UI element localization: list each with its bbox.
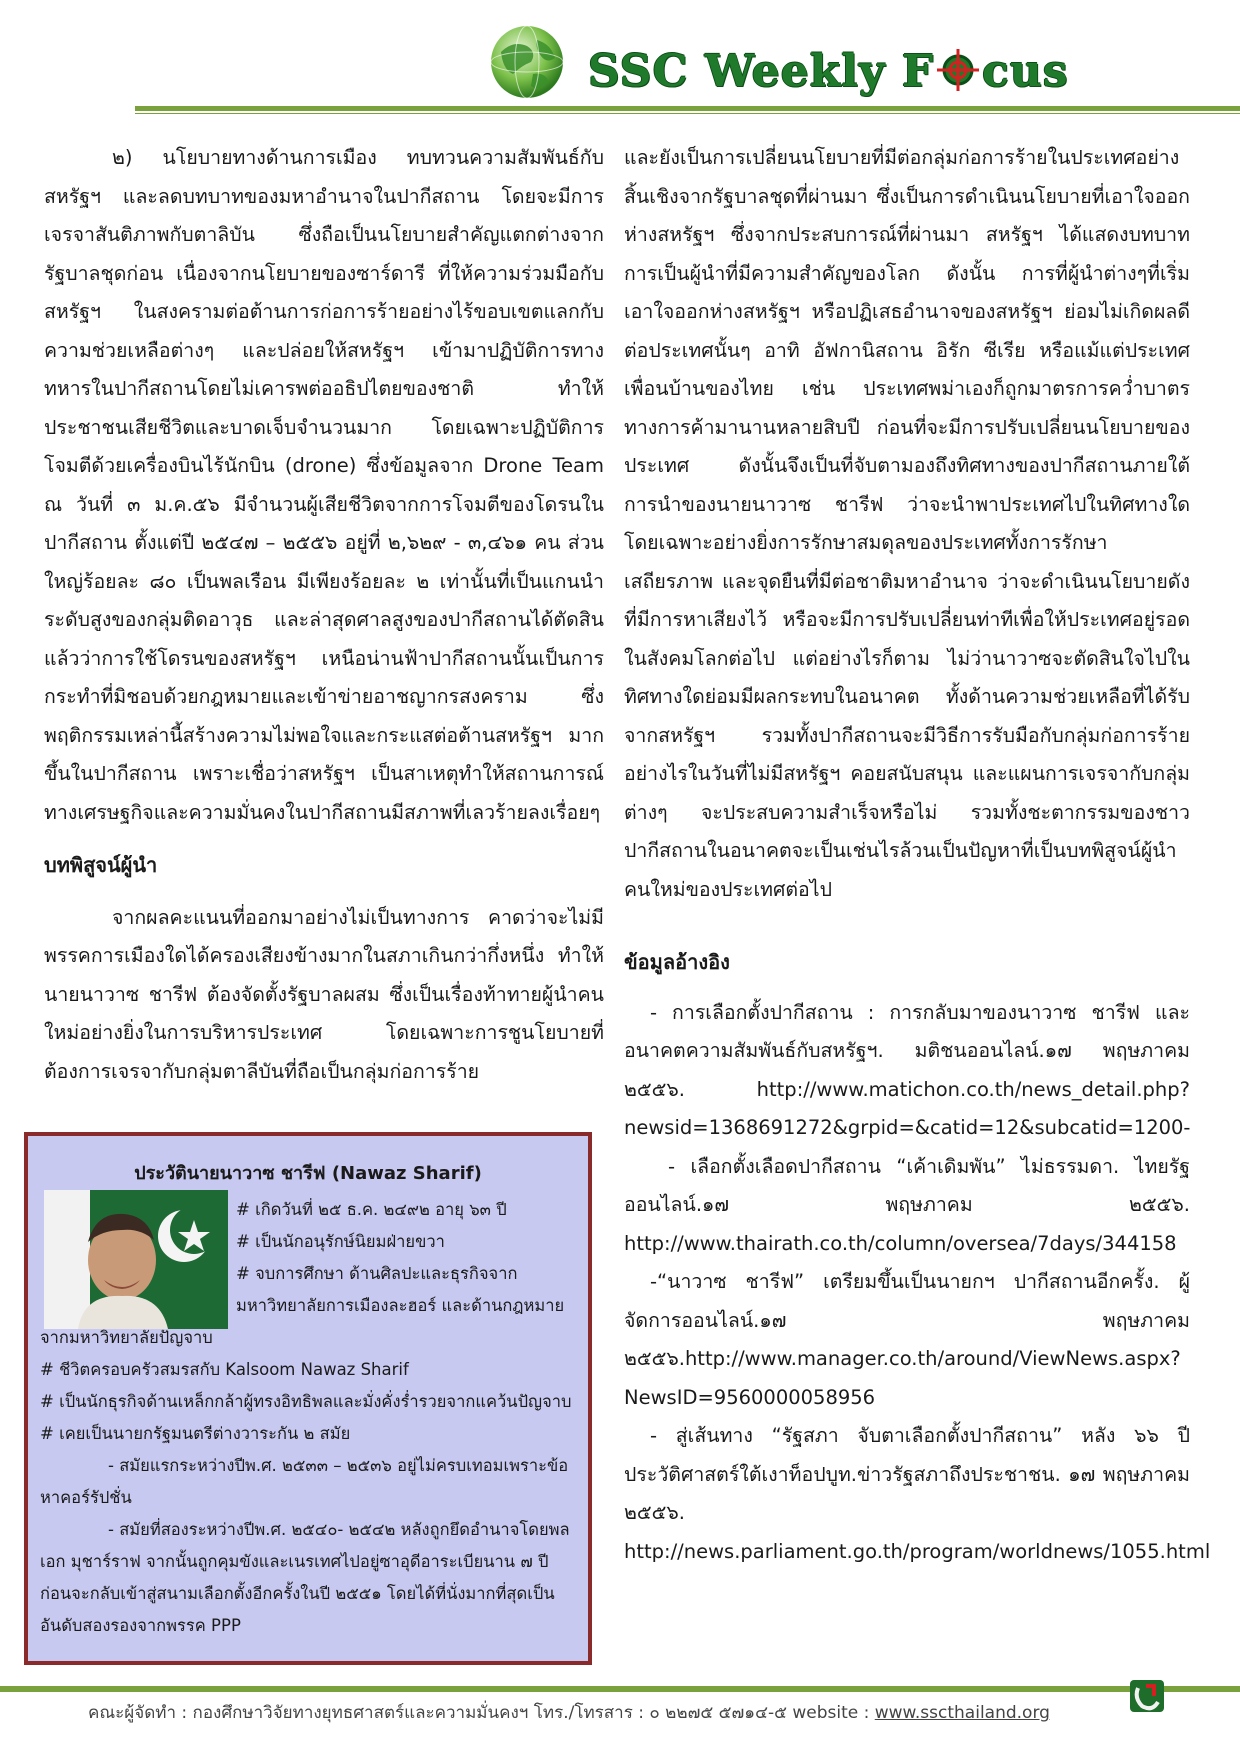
leader-test-heading: บทพิสูจน์ผู้นำ [44,853,158,877]
left-column [44,139,604,1091]
bio-item-term2: - สมัยที่สองระหว่างปีพ.ศ. ๒๕๔๐- ๒๕๔๒ หลังถูกยึดอำนาจโดยพลเอก มุชาร์ราฟ จากนั้นถูกคุมขังและเนรเทศไปอยู่ซาอุดีอาระเบียนาน ๗ ปี ก่อนจะกลับเข้าสู่สนามเลือกตั้งอีกครั้งในปี ๒๕๕๑ โดยได้ที่นั่งมากที่สุดเป็นอันดับสองรองจากพรรค PPP [40,1520,570,1635]
footer-text: คณะผู้จัดทำ : กองศึกษาวิจัยทางยุทธศาสตร์และความมั่นคงฯ โทร./โทรสาร : ๐ ๒๒๗๕ ๕๗๑๔-๕ website : [88,1703,875,1723]
brand-title-part1: SSC Weekly F [588,46,935,97]
biography-box [24,1132,592,1665]
reference-item: -“นาวาซ ชารีฟ” เตรียมขึ้นเป็นนายกฯ ปากีสถานอีกครั้ง. ผู้จัดการออนไลน์.๑๗ พฤษภาคม ๒๕๕๖.http://www.manager.co.th/around/ViewNews.aspx?NewsID=9560000058956 [624,1270,1190,1409]
bio-item-business: # เป็นนักธุรกิจด้านเหล็กกล้าผู้ทรงอิทธิพลและมั่งคั่งร่ำรวยจากแคว้นปัญจาบ [40,1392,572,1411]
crosshair-target-icon [936,48,980,92]
brand-title-part2: cus [982,46,1069,97]
biography-list-top [236,1194,586,1322]
bio-item-education: # จบการศึกษา ด้านศิลปะและธุรกิจจาก [236,1264,518,1283]
reference-item: - เลือกตั้งเลือดปากีสถาน “เค้าเดิมพัน” ไม่ธรรมดา. ไทยรัฐออนไลน์.๑๗ พฤษภาคม ๒๕๕๖. http://www.thairath.co.th/column/oversea/7days/344158 [624,1154,1190,1255]
footer-rule [0,1686,1240,1692]
bio-item-term1: - สมัยแรกระหว่างปีพ.ศ. ๒๕๓๓ – ๒๕๓๖ อยู่ไม่ครบเทอมเพราะข้อหาคอร์รัปชั่น [40,1456,569,1507]
nawaz-sharif-photo [44,1190,228,1329]
bio-item-birth: # เกิดวันที่ ๒๕ ธ.ค. ๒๔๙๒ อายุ ๖๓ ปี [236,1200,507,1219]
globe-logo-icon [487,22,567,102]
reference-item: - สู่เส้นทาง “รัฐสภา จับตาเลือกตั้งปากีสถาน” หลัง ๖๖ ปี ประวัติศาสตร์ใต้เงาท็อปบูท.ข่าวรัฐสภาถึงประชาชน. ๑๗ พฤษภาคม ๒๕๕๖. http://news.parliament.go.th/program/worldnews/1055.html [624,1424,1211,1563]
continuation-paragraph: และยังเป็นการเปลี่ยนนโยบายที่มีต่อกลุ่มก่อการร้ายในประเทศอย่างสิ้นเชิงจากรัฐบาลชุดที่ผ่านมา ซึ่งเป็นการดำเนินนโยบายที่เอาใจออกห่างสหรัฐฯ ซึ่งจากประสบการณ์ที่ผ่านมา สหรัฐฯ ได้แสดงบทบาทการเป็นผู้นำที่มีความสำคัญของโลก ดังนั้น การที่ผู้นำต่างๆที่เริ่มเอาใจออกห่างสหรัฐฯ หรือปฏิเสธอำนาจของสหรัฐฯ ย่อมไม่เกิดผลดีต่อประเทศนั้นๆ อาทิ อัฟกานิสถาน อิรัก ซีเรีย หรือแม้แต่ประเทศเพื่อนบ้านของไทย เช่น ประเทศพม่าเองก็ถูกมาตรการคว่ำบาตรทางการค้ามานานหลายสิบปี ก่อนที่จะมีการปรับเปลี่ยนนโยบายของประเทศ ดังนั้นจึงเป็นที่จับตามองถึงทิศทางของปากีสถานภายใต้การนำของนายนาวาซ ชารีฟ ว่าจะนำพาประเทศไปในทิศทางใด โดยเฉพาะอย่างยิ่งการรักษาสมดุลของประเทศทั้งการรักษาเสถียรภาพ และจุดยืนที่มีต่อชาติมหาอำนาจ ว่าจะดำเนินนโยบายดังที่มีการหาเสียงไว้ หรือจะมีการปรับเปลี่ยนท่าทีเพื่อให้ประเทศอยู่รอดในสังคมโลกต่อไป แต่อย่างไรก็ตาม ไม่ว่านาวาซจะตัดสินใจไปในทิศทางใดย่อมมีผลกระทบในอนาคต ทั้งด้านความช่วยเหลือที่ได้รับจากสหรัฐฯ รวมทั้งปากีสถานจะมีวิธีการรับมือกับกลุ่มก่อการร้ายอย่างไรในวันที่ไม่มีสหรัฐฯ คอยสนับสนุน และแผนการเจรจากับกลุ่มต่างๆ จะประสบความสำเร็จหรือไม่ รวมทั้งชะตากรรมของชาวปากีสถานในอนาคตจะเป็นเช่นไรล้วนเป็นปัญหาที่เป็นบทพิสูจน์ผู้นำคนใหม่ของประเทศต่อไป [624,146,1190,901]
website-link[interactable]: www.sscthailand.org [874,1703,1050,1723]
header-rule-thin [135,113,1240,114]
references-heading: ข้อมูลอ้างอิง [624,950,730,974]
biography-list-bottom [40,1322,584,1642]
page-header [0,0,1240,120]
bio-item-terms: # เคยเป็นนายกรัฐมนตรีต่างวาระกัน ๒ สมัย [40,1424,351,1443]
policy-paragraph: ๒) นโยบายทางด้านการเมือง ทบทวนความสัมพันธ์กับสหรัฐฯ และลดบทบาทของมหาอำนาจในปากีสถาน โดยจะมีการเจรจาสันติภาพกับตาลิบัน ซึ่งถือเป็นนโยบายสำคัญแตกต่างจากรัฐบาลชุดก่อน เนื่องจากนโยบายของซาร์ดารี ที่ให้ความร่วมมือกับสหรัฐฯ ในสงครามต่อต้านการก่อการร้ายอย่างไร้ขอบเขตแลกกับความช่วยเหลือต่างๆ และปล่อยให้สหรัฐฯ เข้ามาปฏิบัติการทางทหารในปากีสถานโดยไม่เคารพต่ออธิปไตยของชาติ ทำให้ประชาชนเสียชีวิตและบาดเจ็บจำนวนมาก โดยเฉพาะปฏิบัติการโจมตีด้วยเครื่องบินไร้นักบิน (drone) ซึ่งข้อมูลจาก Drone Team ณ วันที่ ๓ ม.ค.๕๖ มีจำนวนผู้เสียชีวิตจากการโจมตีของโดรนในปากีสถาน ตั้งแต่ปี ๒๕๔๗ – ๒๕๕๖ อยู่ที่ ๒,๖๒๙ - ๓,๔๖๑ คน ส่วนใหญ่ร้อยละ ๘๐ เป็นพลเรือน มีเพียงร้อยละ ๒ เท่านั้นที่เป็นแกนนำระดับสูงของกลุ่มติดอาวุธ และล่าสุดศาลสูงของปากีสถานได้ตัดสินแล้วว่าการใช้โดรนของสหรัฐฯ เหนือน่านฟ้าปากีสถานนั้นเป็นการกระทำที่มิชอบด้วยกฎหมายและเข้าข่ายอาชญากรสงคราม ซึ่งพฤติกรรมเหล่านี้สร้างความไม่พอใจและกระแสต่อต้านสหรัฐฯ มากขึ้นในปากีสถาน เพราะเชื่อว่าสหรัฐฯ เป็นสาเหตุทำให้สถานการณ์ทางเศรษฐกิจและความมั่นคงในปากีสถานมีสภาพที่เลวร้ายลงเรื่อยๆ [44,146,604,824]
bio-item-family: # ชีวิตครอบครัวสมรสกับ Kalsoom Nawaz Sharif [40,1360,409,1379]
right-column [624,139,1211,1571]
leader-test-paragraph: จากผลคะแนนที่ออกมาอย่างไม่เป็นทางการ คาดว่าจะไม่มีพรรคการเมืองใดได้ครองเสียงข้างมากในสภาเกินกว่ากึ่งหนึ่ง ทำให้นายนาวาซ ชารีฟ ต้องจัดตั้งรัฐบาลผสม ซึ่งเป็นเรื่องท้าทายผู้นำคนใหม่อย่างยิ่งในการบริหารประเทศ โดยเฉพาะการชูนโยบายที่ต้องการเจรจากับกลุ่มตาลีบันที่ถือเป็นกลุ่มก่อการร้าย [44,905,604,1083]
header-rule [135,106,1240,111]
ssc-emblem-icon [1128,1676,1168,1716]
bio-item-ideology: # เป็นนักอนุรักษ์นิยมฝ่ายขวา [236,1232,445,1251]
reference-item: - การเลือกตั้งปากีสถาน : การกลับมาของนาวาซ ชารีฟ และอนาคตความสัมพันธ์กับสหรัฐฯ. มติชนออนไลน์.๑๗ พฤษภาคม ๒๕๕๖. http://www.matichon.co.th/news_detail.php?newsid=1368691272&grpid=&catid=12&subcatid=1200- [624,1000,1191,1139]
biography-title: ประวัตินายนาวาซ ชารีฟ (Nawaz Sharif) [134,1163,482,1184]
bio-item-education-cont2: จากมหาวิทยาลัยปัญจาบ [40,1328,213,1347]
brand-title [588,46,1069,106]
bio-item-education-cont: มหาวิทยาลัยการเมืองละฮอร์ และด้านกฎหมาย [236,1296,565,1315]
footer [88,1696,1128,1730]
